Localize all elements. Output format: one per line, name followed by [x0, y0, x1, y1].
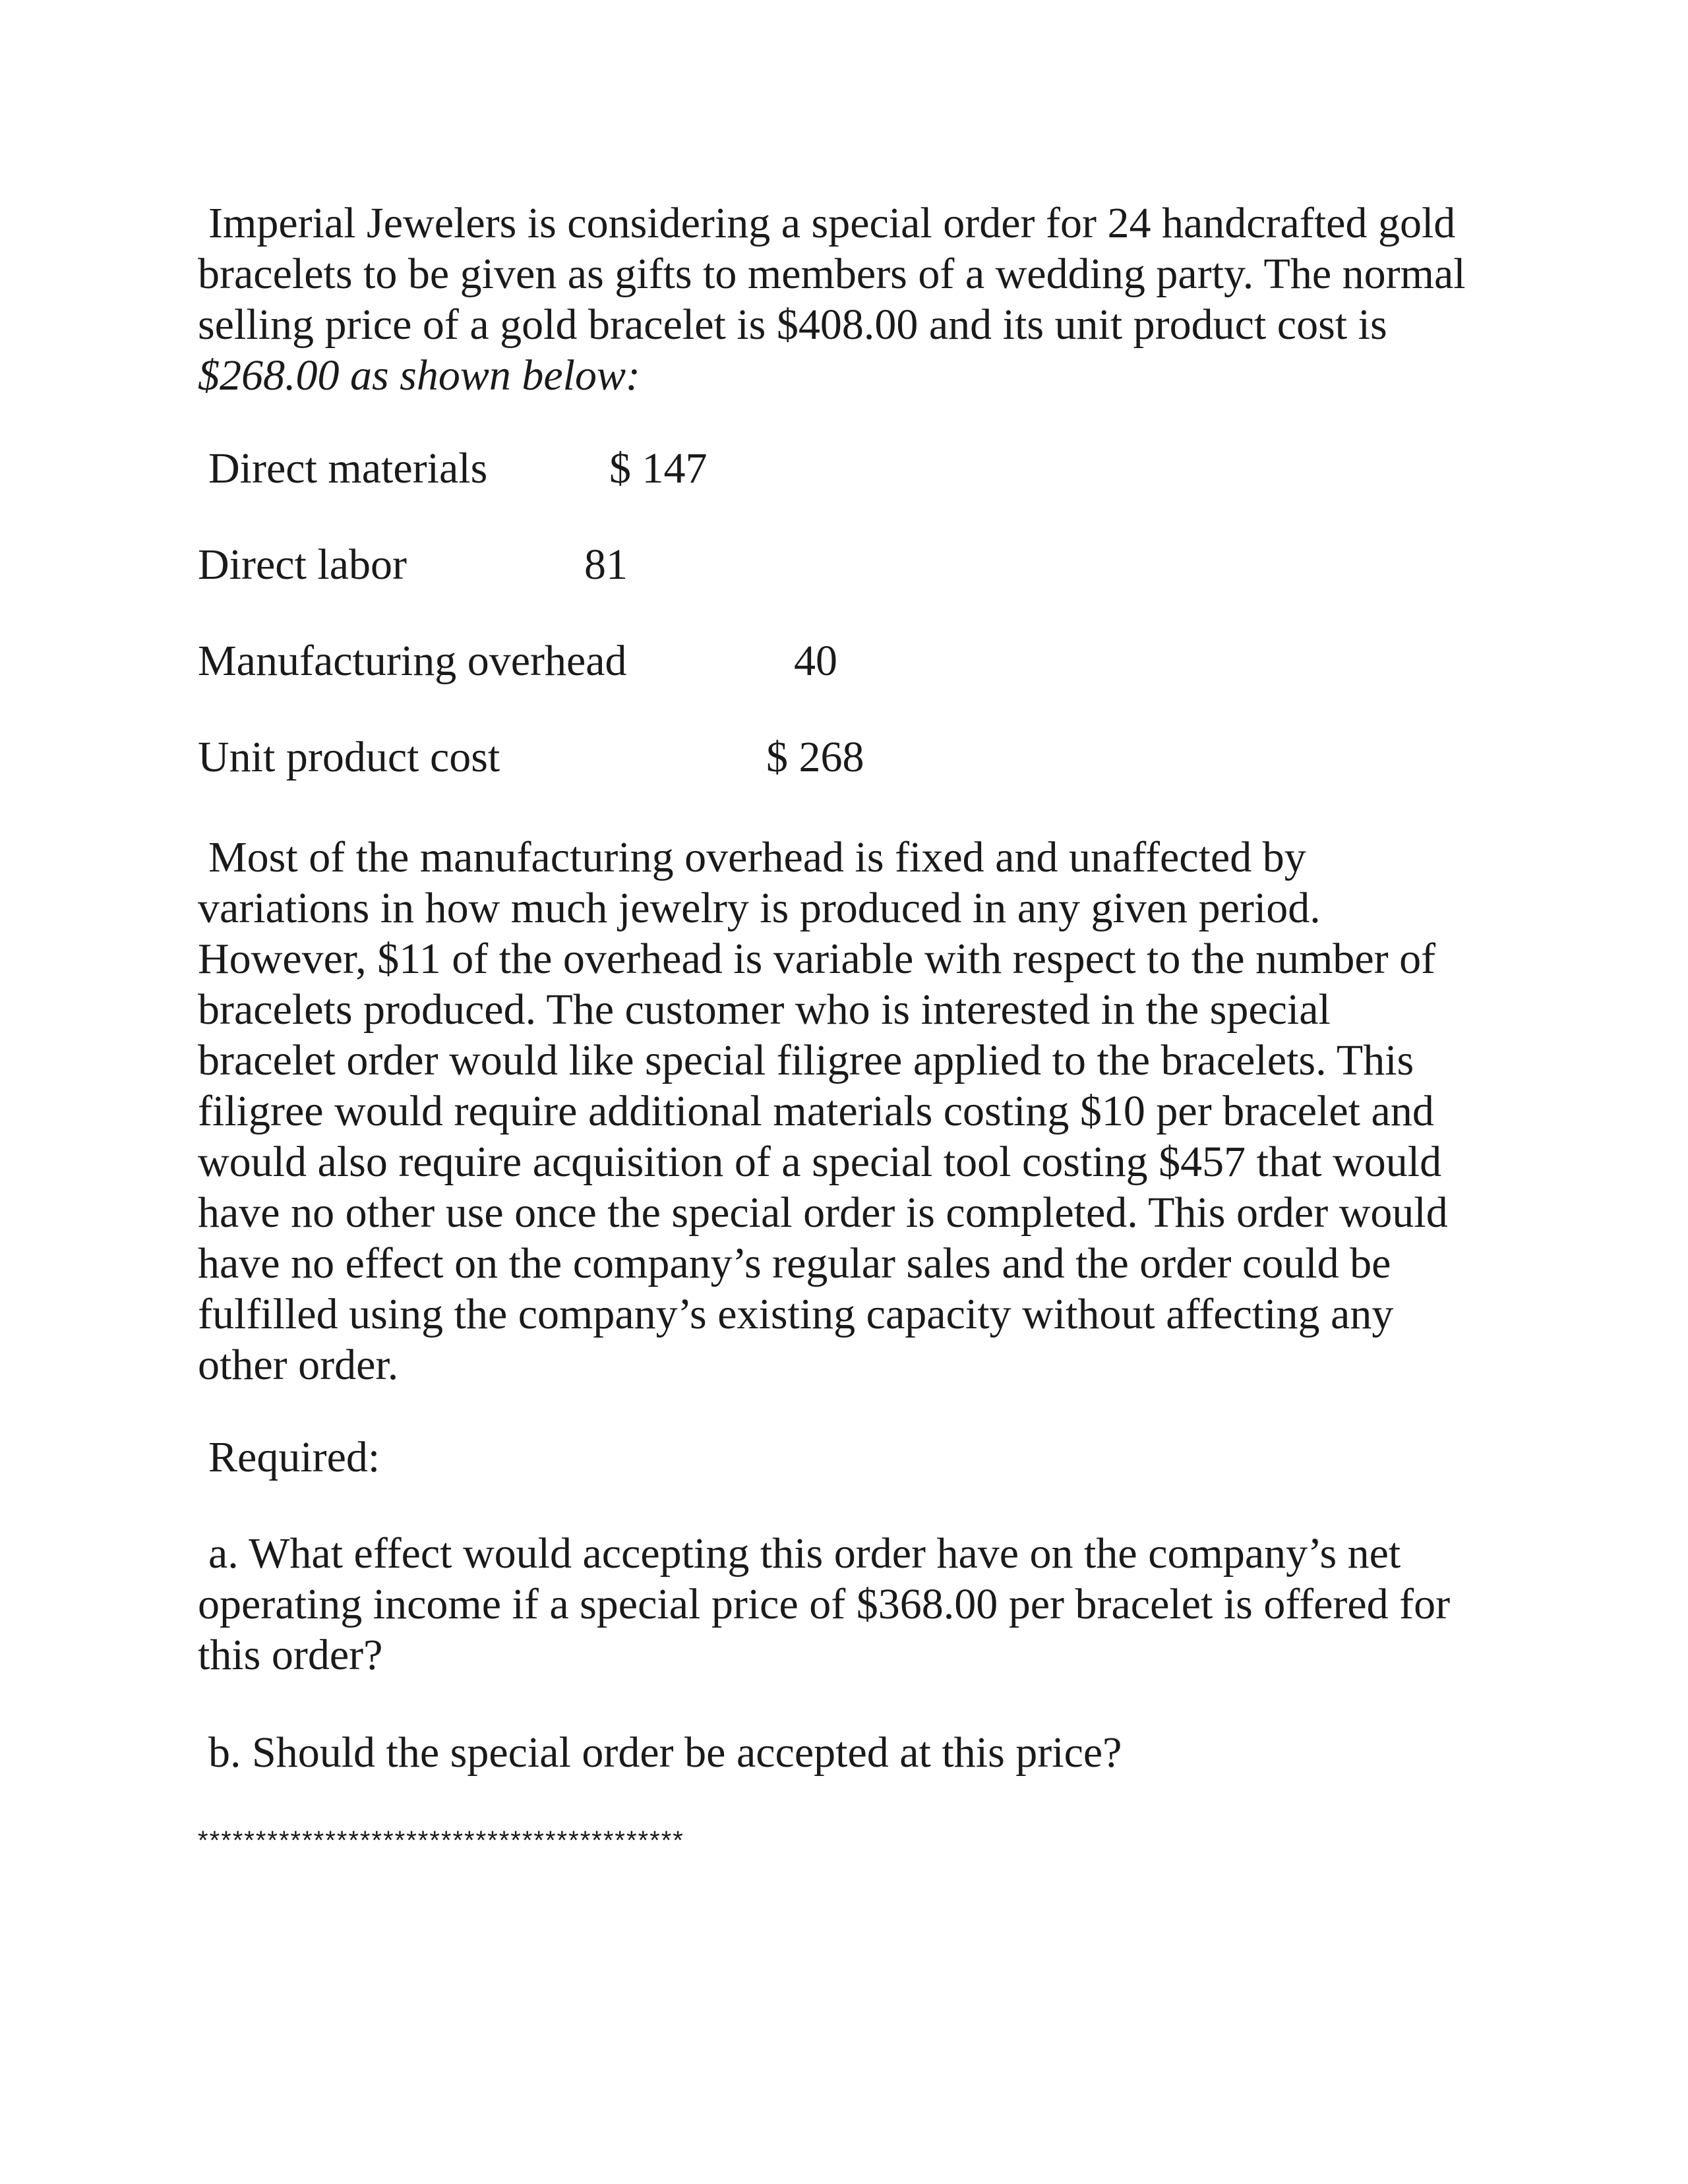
details-line: bracelets produced. The customer who is interested in the special	[198, 986, 1331, 1034]
question-a-line: this order?	[198, 1631, 383, 1679]
intro-line-3: selling price of a gold bracelet is $408.00 and its unit product cost is	[198, 301, 1387, 349]
cost-value-direct-labor: 81	[584, 541, 628, 589]
intro-paragraph	[198, 198, 1517, 401]
cost-label-direct-labor: Direct labor	[198, 541, 407, 589]
separator-stars: ******************************************	[198, 1826, 684, 1855]
details-line: have no effect on the company’s regular sales and the order could be	[198, 1239, 1391, 1287]
details-line: other order.	[198, 1341, 399, 1389]
required-heading-text: Required:	[208, 1433, 380, 1481]
details-paragraph	[198, 832, 1517, 1390]
question-a-line: a. What effect would accepting this order have on the company’s net	[208, 1529, 1401, 1578]
cost-label-unit-product-cost: Unit product cost	[198, 733, 500, 781]
required-heading	[198, 1432, 1517, 1483]
cost-value-manufacturing-overhead: 40	[794, 637, 837, 685]
details-line: filigree would require additional materials costing $10 per bracelet and	[198, 1087, 1434, 1135]
details-line: However, $11 of the overhead is variable with respect to the number of	[198, 935, 1436, 983]
intro-line-2: bracelets to be given as gifts to members of a wedding party. The normal	[198, 250, 1466, 298]
cost-value-unit-product-cost: $ 268	[766, 733, 864, 781]
question-a	[198, 1528, 1517, 1680]
details-line: fulfilled using the company’s existing capacity without affecting any	[198, 1290, 1394, 1338]
details-line: bracelet order would like special filigree applied to the bracelets. This	[198, 1036, 1414, 1084]
cost-label-direct-materials: Direct materials	[208, 444, 488, 492]
question-b	[198, 1727, 1517, 1778]
intro-line-4: $268.00 as shown below:	[198, 351, 641, 399]
question-a-line: operating income if a special price of $368.00 per bracelet is offered for	[198, 1580, 1451, 1628]
details-line: Most of the manufacturing overhead is fixed and unaffected by	[208, 833, 1306, 881]
details-line: have no other use once the special order is completed. This order would	[198, 1189, 1448, 1237]
cost-label-manufacturing-overhead: Manufacturing overhead	[198, 637, 627, 685]
question-b-text: b. Should the special order be accepted at this price?	[208, 1728, 1122, 1777]
details-line: would also require acquisition of a special tool costing $457 that would	[198, 1138, 1442, 1186]
cost-value-direct-materials: $ 147	[609, 444, 708, 492]
details-line: variations in how much jewelry is produced in any given period.	[198, 884, 1321, 932]
intro-line-1: Imperial Jewelers is considering a special order for 24 handcrafted gold	[208, 199, 1456, 247]
